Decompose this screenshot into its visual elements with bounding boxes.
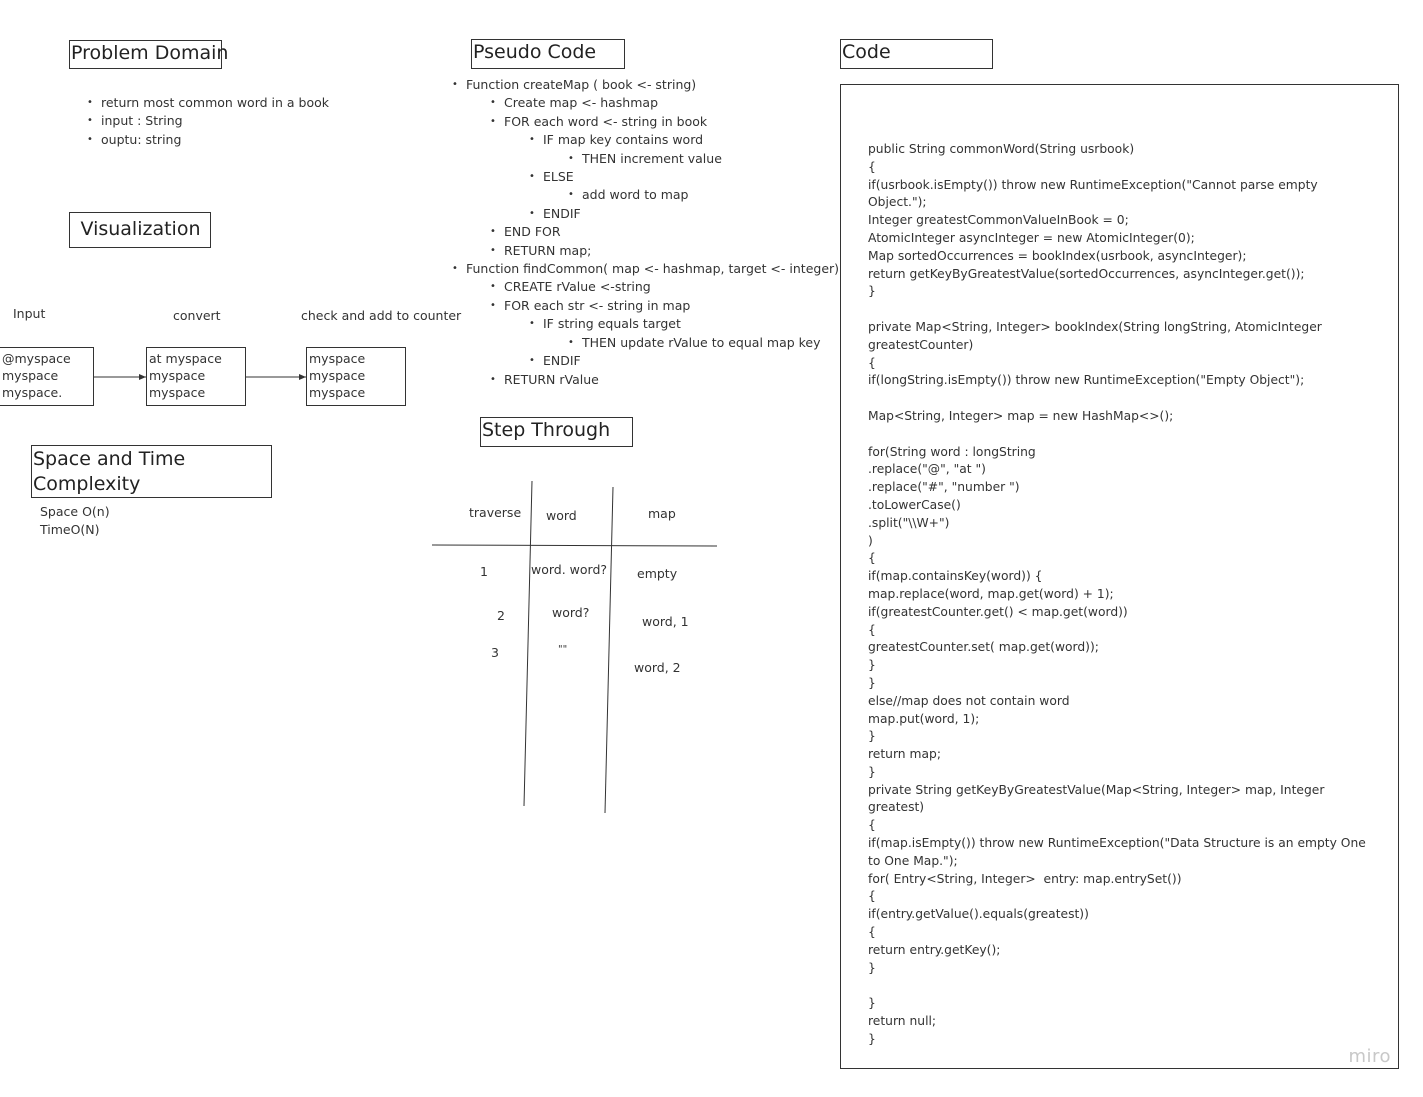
- row-3-map: word, 2: [634, 660, 681, 675]
- code-line: if(map.isEmpty()) throw new RuntimeException("Data Structure is an empty One to One Map.");: [868, 836, 1370, 868]
- check-box-line: myspace: [309, 368, 366, 383]
- miro-watermark: miro: [1348, 1046, 1391, 1067]
- code-line: return getKeyByGreatestValue(sortedOccurrences, asyncInteger.get());: [868, 266, 1305, 281]
- code-line: {: [868, 551, 876, 566]
- list-item: • ouptu: string: [101, 131, 329, 149]
- pseudo-code-line: • THEN update rValue to equal map key: [582, 334, 839, 352]
- pseudo-code-line: • Create map <- hashmap: [504, 94, 839, 112]
- column-divider-line: [605, 487, 613, 813]
- code-line: return null;: [868, 1014, 937, 1029]
- pseudo-code-line: • RETURN rValue: [504, 371, 839, 389]
- code-title: Code: [842, 41, 891, 63]
- code-line: }: [868, 675, 876, 690]
- code-line: if(usrbook.isEmpty()) throw new RuntimeException("Cannot parse empty Object.");: [868, 177, 1322, 210]
- code-line: .replace("#", "number "): [868, 480, 1020, 495]
- code-block: [868, 141, 1380, 1049]
- input-box-line: myspace: [2, 368, 59, 383]
- code-line: map.put(word, 1);: [868, 711, 980, 726]
- code-line: {: [868, 889, 876, 904]
- convert-box-line: myspace: [149, 368, 206, 383]
- code-line: greatestCounter.set( map.get(word));: [868, 640, 1099, 655]
- code-line: .toLowerCase(): [868, 497, 961, 512]
- row-1-traverse: 1: [480, 564, 488, 579]
- check-stage-label: check and add to counter: [301, 308, 462, 323]
- code-line: }: [868, 764, 876, 779]
- list-item: • return most common word in a book: [101, 94, 329, 112]
- step-through-grid: [0, 0, 760, 830]
- input-stage-label: Input: [13, 306, 46, 321]
- code-line: {: [868, 925, 876, 940]
- code-line: else//map does not contain word: [868, 693, 1070, 708]
- code-line: return entry.getKey();: [868, 942, 1001, 957]
- row-1-map: empty: [637, 566, 678, 581]
- code-line: if(entry.getValue().equals(greatest)): [868, 907, 1089, 922]
- code-line: public String commonWord(String usrbook): [868, 142, 1135, 156]
- row-2-traverse: 2: [497, 608, 505, 623]
- code-line: Map<String, Integer> map = new HashMap<>();: [868, 408, 1174, 423]
- pseudo-code-line: • Function createMap ( book <- string): [466, 76, 839, 94]
- convert-box-line: myspace: [149, 385, 206, 400]
- pseudo-code-title: Pseudo Code: [473, 41, 597, 63]
- header-divider-line: [432, 545, 717, 546]
- header-map: map: [648, 506, 676, 521]
- complexity-title-line2: Complexity: [33, 473, 141, 495]
- visualization-title: Visualization: [80, 218, 201, 240]
- code-panel[interactable]: [840, 84, 1399, 1069]
- pseudo-code-line: • ELSE: [543, 168, 839, 186]
- code-line: }: [868, 960, 876, 975]
- code-line: Map sortedOccurrences = bookIndex(usrbook, asyncInteger);: [868, 248, 1247, 263]
- problem-domain-title: Problem Domain: [71, 42, 229, 64]
- pseudo-code-line: • FOR each word <- string in book: [504, 113, 839, 131]
- code-line: [868, 426, 1380, 444]
- code-line: }: [868, 729, 876, 744]
- code-line: {: [868, 818, 876, 833]
- pseudo-code-line: • IF string equals target: [543, 315, 839, 333]
- step-through-title: Step Through: [482, 419, 611, 441]
- code-heading-box[interactable]: [840, 39, 993, 69]
- code-line: for(String word : longString: [868, 444, 1036, 459]
- column-divider-line: [524, 481, 532, 806]
- row-2-map: word, 1: [642, 614, 689, 629]
- code-line: }: [868, 658, 876, 673]
- input-box-line: @myspace: [2, 351, 71, 366]
- pseudo-code-line: • THEN increment value: [582, 150, 839, 168]
- pseudo-code-line: • FOR each str <- string in map: [504, 297, 839, 315]
- check-box-line: myspace: [309, 385, 366, 400]
- list-item: • input : String: [101, 112, 329, 130]
- row-3-traverse: 3: [491, 645, 499, 660]
- code-line: }: [868, 284, 876, 299]
- pseudo-code-line: • add word to map: [582, 186, 839, 204]
- row-3-word: "": [558, 644, 568, 655]
- pseudo-code-line: • CREATE rValue <-string: [504, 278, 839, 296]
- time-complexity: TimeO(N): [40, 522, 100, 537]
- code-line: map.replace(word, map.get(word) + 1);: [868, 586, 1114, 601]
- code-line: AtomicInteger asyncInteger = new AtomicInteger(0);: [868, 230, 1195, 245]
- convert-stage-label: convert: [173, 308, 221, 323]
- pseudo-code-line: • END FOR: [504, 223, 839, 241]
- code-line: private String getKeyByGreatestValue(Map<String, Integer> map, Integer greatest): [868, 782, 1329, 815]
- row-2-word: word?: [552, 605, 590, 620]
- code-line: if(map.containsKey(word)) {: [868, 569, 1043, 584]
- code-line: {: [868, 159, 876, 174]
- code-line: }: [868, 996, 876, 1011]
- code-line: ): [868, 533, 873, 548]
- pseudo-code-line: • Function findCommon( map <- hashmap, target <- integer): [466, 260, 839, 278]
- code-line: if(greatestCounter.get() < map.get(word)): [868, 604, 1128, 619]
- code-line: private Map<String, Integer> bookIndex(String longString, AtomicInteger greatestCounter): [868, 319, 1326, 352]
- code-line: .replace("@", "at "): [868, 462, 986, 477]
- code-line: if(longString.isEmpty()) throw new RuntimeException("Empty Object");: [868, 373, 1305, 388]
- pseudo-code-line: • ENDIF: [543, 352, 839, 370]
- code-line: .split("\\W+"): [868, 515, 950, 530]
- code-line: [868, 977, 1380, 995]
- code-line: return map;: [868, 747, 941, 762]
- code-line: Integer greatestCommonValueInBook = 0;: [868, 213, 1129, 228]
- pseudo-code-line: • ENDIF: [543, 205, 839, 223]
- code-line: {: [868, 355, 876, 370]
- header-word: word: [546, 508, 577, 523]
- code-line: [868, 390, 1380, 408]
- code-line: [868, 301, 1380, 319]
- code-line: }: [868, 1031, 876, 1046]
- header-traverse: traverse: [469, 505, 522, 520]
- input-box-line: myspace.: [2, 385, 63, 400]
- space-complexity: Space O(n): [40, 504, 110, 519]
- code-line: {: [868, 622, 876, 637]
- complexity-title-line1: Space and Time: [33, 448, 186, 470]
- check-box-line: myspace: [309, 351, 366, 366]
- pseudo-code-line: • RETURN map;: [504, 242, 839, 260]
- convert-box-line: at myspace: [149, 351, 222, 366]
- pseudo-code-line: • IF map key contains word: [543, 131, 839, 149]
- row-1-word: word. word?: [531, 562, 608, 577]
- code-line: for( Entry<String, Integer> entry: map.entrySet()): [868, 871, 1182, 886]
